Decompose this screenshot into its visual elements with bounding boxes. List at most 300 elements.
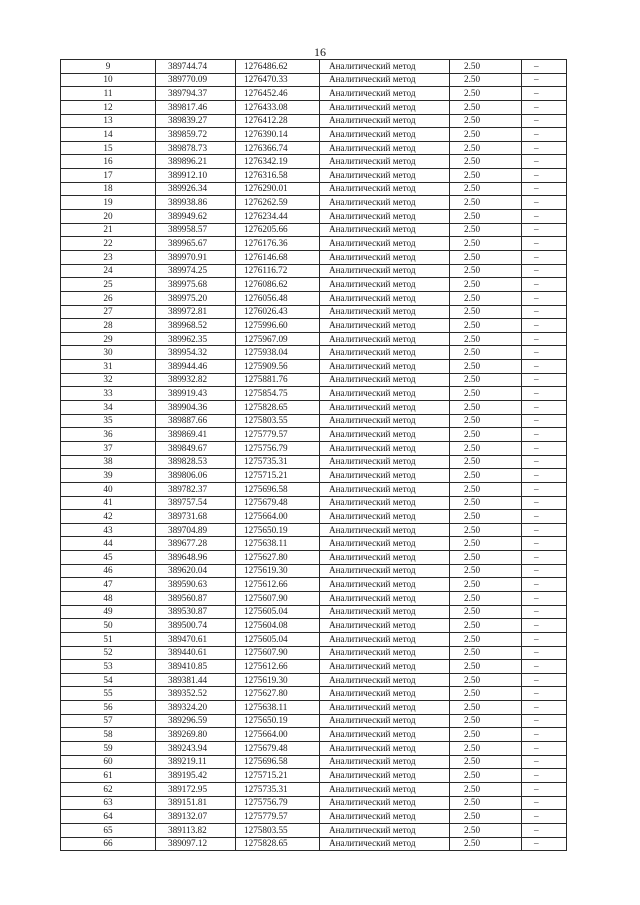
point-number-cell: 49	[61, 605, 156, 619]
coordinate-y-cell: 1276026.43	[236, 305, 320, 319]
coordinate-x-cell: 389944.46	[156, 360, 236, 374]
coordinate-y-cell: 1275967.09	[236, 332, 320, 346]
method-cell: Аналитический метод	[320, 387, 450, 401]
note-cell: –	[522, 169, 567, 183]
coordinate-x-cell: 389172.95	[156, 782, 236, 796]
table-row	[61, 673, 567, 687]
accuracy-cell: 2.50	[450, 619, 522, 633]
note-cell: –	[522, 360, 567, 374]
note-cell: –	[522, 87, 567, 101]
table-row	[61, 114, 567, 128]
table-row	[61, 687, 567, 701]
note-cell: –	[522, 455, 567, 469]
accuracy-cell: 2.50	[450, 182, 522, 196]
point-number-cell: 29	[61, 332, 156, 346]
accuracy-cell: 2.50	[450, 796, 522, 810]
accuracy-cell: 2.50	[450, 60, 522, 74]
point-number-cell: 28	[61, 319, 156, 333]
method-cell: Аналитический метод	[320, 455, 450, 469]
coordinate-y-cell: 1275803.55	[236, 414, 320, 428]
table-row	[61, 401, 567, 415]
method-cell: Аналитический метод	[320, 360, 450, 374]
coordinate-x-cell: 389097.12	[156, 837, 236, 851]
method-cell: Аналитический метод	[320, 755, 450, 769]
table-row	[61, 537, 567, 551]
method-cell: Аналитический метод	[320, 782, 450, 796]
point-number-cell: 59	[61, 742, 156, 756]
note-cell: –	[522, 728, 567, 742]
accuracy-cell: 2.50	[450, 264, 522, 278]
table-row	[61, 428, 567, 442]
table-row	[61, 714, 567, 728]
coordinate-y-cell: 1275638.11	[236, 537, 320, 551]
coordinate-x-cell: 389782.37	[156, 482, 236, 496]
point-number-cell: 50	[61, 619, 156, 633]
coordinate-y-cell: 1275996.60	[236, 319, 320, 333]
coordinate-y-cell: 1276176.36	[236, 237, 320, 251]
coordinate-x-cell: 389440.61	[156, 646, 236, 660]
note-cell: –	[522, 578, 567, 592]
point-number-cell: 44	[61, 537, 156, 551]
accuracy-cell: 2.50	[450, 401, 522, 415]
coordinate-y-cell: 1276056.48	[236, 291, 320, 305]
coordinate-y-cell: 1275679.48	[236, 496, 320, 510]
note-cell: –	[522, 441, 567, 455]
coordinate-x-cell: 389828.53	[156, 455, 236, 469]
method-cell: Аналитический метод	[320, 496, 450, 510]
coordinate-x-cell: 389869.41	[156, 428, 236, 442]
table-row	[61, 619, 567, 633]
point-number-cell: 43	[61, 523, 156, 537]
table-row	[61, 823, 567, 837]
note-cell: –	[522, 155, 567, 169]
accuracy-cell: 2.50	[450, 537, 522, 551]
coordinate-x-cell: 389381.44	[156, 673, 236, 687]
point-number-cell: 35	[61, 414, 156, 428]
accuracy-cell: 2.50	[450, 414, 522, 428]
coordinate-y-cell: 1275756.79	[236, 796, 320, 810]
method-cell: Аналитический метод	[320, 401, 450, 415]
coordinate-y-cell: 1275664.00	[236, 728, 320, 742]
point-number-cell: 55	[61, 687, 156, 701]
note-cell: –	[522, 619, 567, 633]
coordinate-y-cell: 1275715.21	[236, 469, 320, 483]
note-cell: –	[522, 755, 567, 769]
note-cell: –	[522, 401, 567, 415]
table-row	[61, 701, 567, 715]
table-row	[61, 169, 567, 183]
table-row	[61, 796, 567, 810]
point-number-cell: 26	[61, 291, 156, 305]
method-cell: Аналитический метод	[320, 482, 450, 496]
coordinate-x-cell: 389817.46	[156, 100, 236, 114]
coordinate-x-cell: 389839.27	[156, 114, 236, 128]
point-number-cell: 18	[61, 182, 156, 196]
method-cell: Аналитический метод	[320, 619, 450, 633]
accuracy-cell: 2.50	[450, 551, 522, 565]
method-cell: Аналитический метод	[320, 100, 450, 114]
point-number-cell: 34	[61, 401, 156, 415]
method-cell: Аналитический метод	[320, 346, 450, 360]
accuracy-cell: 2.50	[450, 646, 522, 660]
point-number-cell: 42	[61, 510, 156, 524]
method-cell: Аналитический метод	[320, 305, 450, 319]
coordinate-y-cell: 1275881.76	[236, 373, 320, 387]
note-cell: –	[522, 482, 567, 496]
coordinate-y-cell: 1275612.66	[236, 660, 320, 674]
table-row	[61, 728, 567, 742]
accuracy-cell: 2.50	[450, 660, 522, 674]
note-cell: –	[522, 646, 567, 660]
coordinate-y-cell: 1275612.66	[236, 578, 320, 592]
coordinate-y-cell: 1276205.66	[236, 223, 320, 237]
coordinate-x-cell: 389132.07	[156, 810, 236, 824]
coordinate-y-cell: 1275779.57	[236, 428, 320, 442]
method-cell: Аналитический метод	[320, 673, 450, 687]
coordinate-y-cell: 1276086.62	[236, 278, 320, 292]
note-cell: –	[522, 632, 567, 646]
accuracy-cell: 2.50	[450, 428, 522, 442]
note-cell: –	[522, 305, 567, 319]
coordinate-x-cell: 389296.59	[156, 714, 236, 728]
table-row	[61, 551, 567, 565]
note-cell: –	[522, 319, 567, 333]
accuracy-cell: 2.50	[450, 632, 522, 646]
table-row	[61, 264, 567, 278]
point-number-cell: 58	[61, 728, 156, 742]
table-row	[61, 578, 567, 592]
point-number-cell: 63	[61, 796, 156, 810]
method-cell: Аналитический метод	[320, 278, 450, 292]
coordinate-y-cell: 1275696.58	[236, 755, 320, 769]
accuracy-cell: 2.50	[450, 714, 522, 728]
coordinate-x-cell: 389904.36	[156, 401, 236, 415]
method-cell: Аналитический метод	[320, 87, 450, 101]
coordinate-x-cell: 389219.11	[156, 755, 236, 769]
coordinate-x-cell: 389958.57	[156, 223, 236, 237]
accuracy-cell: 2.50	[450, 237, 522, 251]
table-row	[61, 182, 567, 196]
note-cell: –	[522, 510, 567, 524]
note-cell: –	[522, 128, 567, 142]
coordinate-y-cell: 1275828.65	[236, 401, 320, 415]
note-cell: –	[522, 673, 567, 687]
table-row	[61, 646, 567, 660]
coordinate-x-cell: 389859.72	[156, 128, 236, 142]
table-row	[61, 660, 567, 674]
coordinate-x-cell: 389806.06	[156, 469, 236, 483]
point-number-cell: 60	[61, 755, 156, 769]
point-number-cell: 61	[61, 769, 156, 783]
point-number-cell: 40	[61, 482, 156, 496]
note-cell: –	[522, 141, 567, 155]
coordinate-x-cell: 389849.67	[156, 441, 236, 455]
coordinates-table	[60, 59, 567, 851]
coordinate-x-cell: 389974.25	[156, 264, 236, 278]
note-cell: –	[522, 714, 567, 728]
table-row	[61, 510, 567, 524]
method-cell: Аналитический метод	[320, 632, 450, 646]
coordinate-y-cell: 1275627.80	[236, 687, 320, 701]
coordinate-y-cell: 1275650.19	[236, 523, 320, 537]
note-cell: –	[522, 332, 567, 346]
accuracy-cell: 2.50	[450, 319, 522, 333]
accuracy-cell: 2.50	[450, 673, 522, 687]
table-row	[61, 564, 567, 578]
table-row	[61, 223, 567, 237]
method-cell: Аналитический метод	[320, 223, 450, 237]
point-number-cell: 21	[61, 223, 156, 237]
coordinate-x-cell: 389970.91	[156, 250, 236, 264]
point-number-cell: 39	[61, 469, 156, 483]
method-cell: Аналитический метод	[320, 796, 450, 810]
method-cell: Аналитический метод	[320, 810, 450, 824]
coordinate-x-cell: 389926.34	[156, 182, 236, 196]
coordinate-x-cell: 389151.81	[156, 796, 236, 810]
coordinate-x-cell: 389269.80	[156, 728, 236, 742]
method-cell: Аналитический метод	[320, 578, 450, 592]
method-cell: Аналитический метод	[320, 687, 450, 701]
coordinate-y-cell: 1275715.21	[236, 769, 320, 783]
point-number-cell: 25	[61, 278, 156, 292]
table-row	[61, 742, 567, 756]
table-row	[61, 250, 567, 264]
accuracy-cell: 2.50	[450, 73, 522, 87]
coordinate-y-cell: 1276146.68	[236, 250, 320, 264]
coordinate-y-cell: 1275909.56	[236, 360, 320, 374]
accuracy-cell: 2.50	[450, 687, 522, 701]
note-cell: –	[522, 114, 567, 128]
method-cell: Аналитический метод	[320, 182, 450, 196]
accuracy-cell: 2.50	[450, 155, 522, 169]
point-number-cell: 51	[61, 632, 156, 646]
note-cell: –	[522, 237, 567, 251]
accuracy-cell: 2.50	[450, 837, 522, 851]
coordinate-x-cell: 389744.74	[156, 60, 236, 74]
accuracy-cell: 2.50	[450, 346, 522, 360]
method-cell: Аналитический метод	[320, 660, 450, 674]
coordinate-x-cell: 389410.85	[156, 660, 236, 674]
coordinate-x-cell: 389113.82	[156, 823, 236, 837]
note-cell: –	[522, 537, 567, 551]
point-number-cell: 57	[61, 714, 156, 728]
table-row	[61, 332, 567, 346]
coordinate-x-cell: 389972.81	[156, 305, 236, 319]
point-number-cell: 22	[61, 237, 156, 251]
accuracy-cell: 2.50	[450, 578, 522, 592]
accuracy-cell: 2.50	[450, 605, 522, 619]
note-cell: –	[522, 264, 567, 278]
accuracy-cell: 2.50	[450, 455, 522, 469]
coordinate-y-cell: 1276412.28	[236, 114, 320, 128]
coordinate-y-cell: 1276290.01	[236, 182, 320, 196]
table-row	[61, 237, 567, 251]
coordinate-y-cell: 1275756.79	[236, 441, 320, 455]
point-number-cell: 37	[61, 441, 156, 455]
coordinate-y-cell: 1276452.46	[236, 87, 320, 101]
method-cell: Аналитический метод	[320, 155, 450, 169]
point-number-cell: 47	[61, 578, 156, 592]
accuracy-cell: 2.50	[450, 169, 522, 183]
method-cell: Аналитический метод	[320, 169, 450, 183]
point-number-cell: 16	[61, 155, 156, 169]
coordinate-y-cell: 1275735.31	[236, 782, 320, 796]
note-cell: –	[522, 551, 567, 565]
method-cell: Аналитический метод	[320, 551, 450, 565]
point-number-cell: 45	[61, 551, 156, 565]
coordinate-x-cell: 389975.68	[156, 278, 236, 292]
method-cell: Аналитический метод	[320, 264, 450, 278]
method-cell: Аналитический метод	[320, 646, 450, 660]
point-number-cell: 64	[61, 810, 156, 824]
accuracy-cell: 2.50	[450, 332, 522, 346]
method-cell: Аналитический метод	[320, 605, 450, 619]
point-number-cell: 24	[61, 264, 156, 278]
table-row	[61, 291, 567, 305]
point-number-cell: 56	[61, 701, 156, 715]
table-row	[61, 441, 567, 455]
coordinate-y-cell: 1275605.04	[236, 632, 320, 646]
table-row	[61, 810, 567, 824]
note-cell: –	[522, 796, 567, 810]
point-number-cell: 62	[61, 782, 156, 796]
point-number-cell: 13	[61, 114, 156, 128]
coordinate-y-cell: 1276433.08	[236, 100, 320, 114]
note-cell: –	[522, 60, 567, 74]
note-cell: –	[522, 291, 567, 305]
point-number-cell: 31	[61, 360, 156, 374]
method-cell: Аналитический метод	[320, 728, 450, 742]
note-cell: –	[522, 591, 567, 605]
coordinate-x-cell: 389560.87	[156, 591, 236, 605]
note-cell: –	[522, 73, 567, 87]
table-row	[61, 155, 567, 169]
coordinate-y-cell: 1275650.19	[236, 714, 320, 728]
coordinate-y-cell: 1275664.00	[236, 510, 320, 524]
coordinate-x-cell: 389975.20	[156, 291, 236, 305]
coordinate-y-cell: 1275803.55	[236, 823, 320, 837]
coordinate-y-cell: 1275604.08	[236, 619, 320, 633]
point-number-cell: 41	[61, 496, 156, 510]
accuracy-cell: 2.50	[450, 469, 522, 483]
point-number-cell: 9	[61, 60, 156, 74]
coordinate-y-cell: 1275607.90	[236, 591, 320, 605]
method-cell: Аналитический метод	[320, 210, 450, 224]
coordinate-y-cell: 1275619.30	[236, 673, 320, 687]
coordinate-y-cell: 1275607.90	[236, 646, 320, 660]
note-cell: –	[522, 810, 567, 824]
method-cell: Аналитический метод	[320, 141, 450, 155]
note-cell: –	[522, 605, 567, 619]
point-number-cell: 36	[61, 428, 156, 442]
point-number-cell: 48	[61, 591, 156, 605]
accuracy-cell: 2.50	[450, 141, 522, 155]
coordinate-x-cell: 389590.63	[156, 578, 236, 592]
coordinate-y-cell: 1275938.04	[236, 346, 320, 360]
table-row	[61, 141, 567, 155]
coordinate-x-cell: 389648.96	[156, 551, 236, 565]
coordinate-y-cell: 1275828.65	[236, 837, 320, 851]
accuracy-cell: 2.50	[450, 373, 522, 387]
coordinate-y-cell: 1275638.11	[236, 701, 320, 715]
accuracy-cell: 2.50	[450, 387, 522, 401]
coordinate-x-cell: 389620.04	[156, 564, 236, 578]
coordinate-x-cell: 389324.20	[156, 701, 236, 715]
point-number-cell: 33	[61, 387, 156, 401]
note-cell: –	[522, 837, 567, 851]
point-number-cell: 10	[61, 73, 156, 87]
method-cell: Аналитический метод	[320, 73, 450, 87]
point-number-cell: 20	[61, 210, 156, 224]
table-row	[61, 469, 567, 483]
page-number: 16	[314, 45, 326, 59]
point-number-cell: 19	[61, 196, 156, 210]
note-cell: –	[522, 428, 567, 442]
accuracy-cell: 2.50	[450, 291, 522, 305]
method-cell: Аналитический метод	[320, 510, 450, 524]
method-cell: Аналитический метод	[320, 237, 450, 251]
note-cell: –	[522, 210, 567, 224]
coordinate-x-cell: 389731.68	[156, 510, 236, 524]
table-row	[61, 837, 567, 851]
accuracy-cell: 2.50	[450, 360, 522, 374]
accuracy-cell: 2.50	[450, 810, 522, 824]
table-row	[61, 782, 567, 796]
coordinate-x-cell: 389530.87	[156, 605, 236, 619]
coordinate-x-cell: 389968.52	[156, 319, 236, 333]
accuracy-cell: 2.50	[450, 210, 522, 224]
method-cell: Аналитический метод	[320, 114, 450, 128]
table-row	[61, 210, 567, 224]
coordinate-x-cell: 389896.21	[156, 155, 236, 169]
table-row	[61, 87, 567, 101]
point-number-cell: 14	[61, 128, 156, 142]
coordinate-y-cell: 1275854.75	[236, 387, 320, 401]
coordinate-y-cell: 1275627.80	[236, 551, 320, 565]
method-cell: Аналитический метод	[320, 564, 450, 578]
note-cell: –	[522, 387, 567, 401]
table-row	[61, 769, 567, 783]
method-cell: Аналитический метод	[320, 60, 450, 74]
point-number-cell: 15	[61, 141, 156, 155]
coordinate-x-cell: 389770.09	[156, 73, 236, 87]
point-number-cell: 11	[61, 87, 156, 101]
method-cell: Аналитический метод	[320, 128, 450, 142]
coordinate-x-cell: 389794.37	[156, 87, 236, 101]
accuracy-cell: 2.50	[450, 769, 522, 783]
table-row	[61, 496, 567, 510]
coordinate-x-cell: 389757.54	[156, 496, 236, 510]
coordinate-y-cell: 1275619.30	[236, 564, 320, 578]
accuracy-cell: 2.50	[450, 510, 522, 524]
coordinate-x-cell: 389954.32	[156, 346, 236, 360]
table-row	[61, 305, 567, 319]
accuracy-cell: 2.50	[450, 305, 522, 319]
accuracy-cell: 2.50	[450, 87, 522, 101]
table-row	[61, 319, 567, 333]
accuracy-cell: 2.50	[450, 196, 522, 210]
method-cell: Аналитический метод	[320, 441, 450, 455]
coordinate-y-cell: 1275679.48	[236, 742, 320, 756]
note-cell: –	[522, 414, 567, 428]
accuracy-cell: 2.50	[450, 701, 522, 715]
accuracy-cell: 2.50	[450, 278, 522, 292]
note-cell: –	[522, 660, 567, 674]
coordinate-y-cell: 1276116.72	[236, 264, 320, 278]
accuracy-cell: 2.50	[450, 742, 522, 756]
table-row	[61, 482, 567, 496]
accuracy-cell: 2.50	[450, 755, 522, 769]
